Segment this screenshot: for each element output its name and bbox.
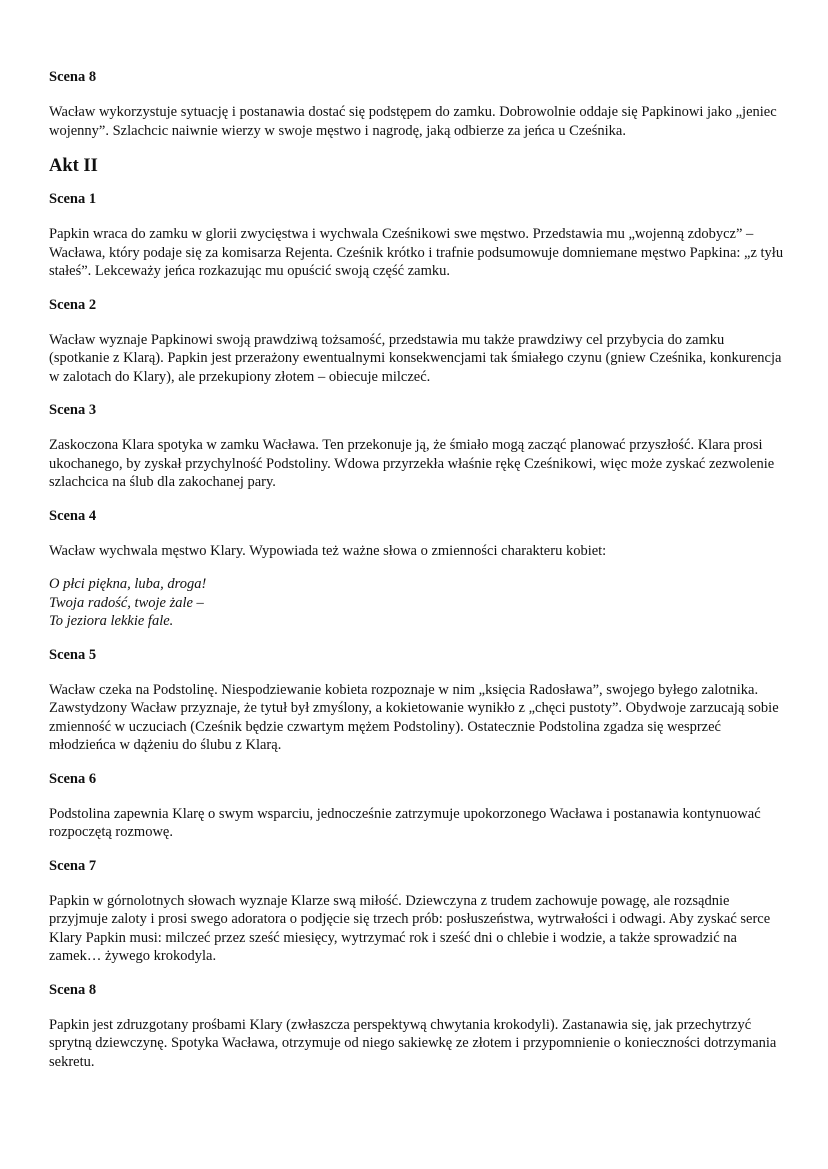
poem-line: To jeziora lekkie fale. xyxy=(49,613,174,629)
scene-summary: Wacław wyznaje Papkinowi swoją prawdziwą tożsamość, przedstawia mu także prawdziwy cel przybycia do zamku (spotkanie z Klarą). Papkin jest przerażony ewentualnymi konsekwencjami tak śmiałego czynu (gniew Cześnika, konkurencja w zalotach do Klary), ale przekupiony złotem – obiecuje milczeć. xyxy=(49,331,782,385)
scene-summary: Zaskoczona Klara spotyka w zamku Wacława. Ten przekonuje ją, że śmiało mogą zacząć planować przyszłość. Klara prosi ukochanego, by zyskał przychylność Podstoliny. Wdowa przyrzekła właśnie rękę Cześnikowi, więc może zyskać zezwolenie szlachcica na ślub dla zakochanej pary. xyxy=(49,437,775,490)
section-scena-3 xyxy=(49,401,788,492)
section-scena-5 xyxy=(49,646,788,755)
scene-heading: Scena 7 xyxy=(49,857,97,874)
scene-heading: Scena 8 xyxy=(49,981,97,998)
poem-quote xyxy=(49,575,788,631)
scene-summary: Wacław czeka na Podstolinę. Niespodziewanie kobieta rozpoznaje w nim „księcia Radosława”, swojego byłego zalotnika. Zawstydzony Wacław przyznaje, że tytuł był zmyślony, a kokietowanie wynikło z „chęci pustoty”. Obydwoje zarzucają sobie zmienność w uczuciach (Cześnik będzie czwartym mężem Podstoliny). Ostatecznie Podstolina zgadza się wesprzeć młodzieńca w dążeniu do ślubu z Klarą. xyxy=(49,681,779,753)
scene-summary: Papkin jest zdruzgotany prośbami Klary (zwłaszcza perspektywą chwytania krokodyli). Zastanawia się, jak przechytrzyć sprytną dziewczynę. Spotyka Wacława, otrzymuje od niego sakiewkę ze złotem i przypomnienie o konieczności dotrzymania sekretu. xyxy=(49,1016,777,1070)
scene-heading: Scena 8 xyxy=(49,69,97,85)
scene-heading: Scena 5 xyxy=(49,646,97,663)
act-heading: Akt II xyxy=(49,156,98,176)
section-scena-6 xyxy=(49,770,788,842)
scene-summary: Wacław wychwala męstwo Klary. Wypowiada też ważne słowa o zmienności charakteru kobiet: xyxy=(49,542,607,559)
poem-line: O płci piękna, luba, droga! xyxy=(49,576,207,592)
scene-heading: Scena 4 xyxy=(49,507,97,524)
scene-heading: Scena 1 xyxy=(49,191,97,207)
scene-summary: Wacław wykorzystuje sytuację i postanawia dostać się podstępem do zamku. Dobrowolnie oddaje się Papkinowi jako „jeniec wojenny”. Szlachcic naiwnie wierzy w swoje męstwo i nagrodę, jaką odbierze za jeńca u Cześnika. xyxy=(49,104,777,139)
scene-heading: Scena 6 xyxy=(49,770,97,787)
scene-summary: Podstolina zapewnia Klarę o swym wsparciu, jednocześnie zatrzymuje upokorzonego Wacława i postanawia kontynuować rozpoczętą rozmowę. xyxy=(49,805,761,840)
scene-summary: Papkin wraca do zamku w glorii zwycięstwa i wychwala Cześnikowi swe męstwo. Przedstawia mu „wojenną zdobycz” – Wacława, który podaje się za komisarza Rejenta. Cześnik krótko i trafnie podsumowuje domniemane męstwo Papkina: „z tyłu stałeś”. Lekceważy jeńca rozkazując mu opuścić swoją część zamku. xyxy=(49,226,784,279)
scene-heading: Scena 2 xyxy=(49,296,97,313)
section-scena-8-akt1 xyxy=(49,68,788,140)
section-scena-1 xyxy=(49,190,788,281)
scene-summary: Papkin w górnolotnych słowach wyznaje Klarze swą miłość. Dziewczyna z trudem zachowuje powagę, ale rozsądnie przyjmuje zaloty i prosi swego adoratora o podjęcie się trzech prób: posłuszeństwa, wytrwałości i odwagi. Aby zyskać serce Klary Papkin musi: milczeć przez sześć miesięcy, wytrzymać rok i sześć dni o chlebie i wodzie, a także sprowadzić na zamek… żywego krokodyla. xyxy=(49,892,771,964)
section-scena-2 xyxy=(49,296,788,387)
poem-line: Twoja radość, twoje żale – xyxy=(49,594,204,611)
section-scena-4 xyxy=(49,507,788,631)
section-scena-8-akt2 xyxy=(49,981,788,1072)
section-scena-7 xyxy=(49,857,788,966)
scene-heading: Scena 3 xyxy=(49,402,97,418)
